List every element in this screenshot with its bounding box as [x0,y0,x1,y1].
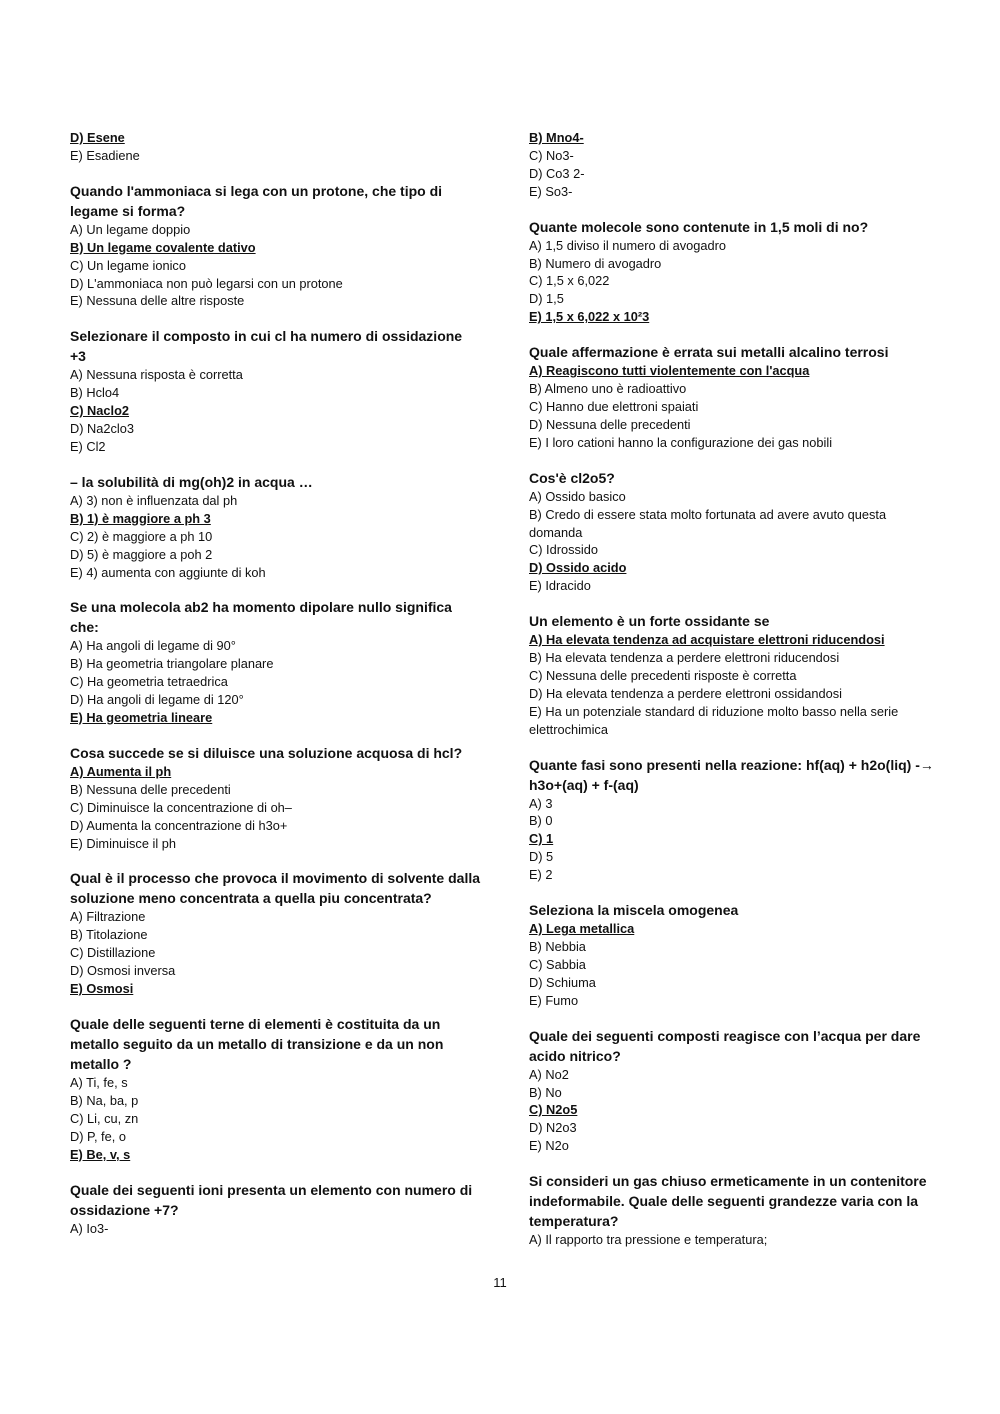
answer-option: E) Idracido [529,578,591,594]
correct-answer-option: B) Mno4- [529,130,584,145]
correct-answer-option: E) Be, v, s [70,1146,131,1162]
question-text: Quando l'ammoniaca si lega con un protone, che tipo di legame si forma? [70,182,443,219]
answer-option: A) 3 [529,795,553,811]
question-block [529,217,939,327]
answer-option: D) N2o3 [529,1120,577,1136]
answer-option: E) Nessuna delle altre risposte [70,293,245,309]
answer-option: A) 1,5 diviso il numero di avogadro [529,237,727,253]
answer-option: A) Il rapporto tra pressione e temperatura; [529,1232,768,1248]
question-text: Cosa succede se si diluisce una soluzione acquosa di hcl? [70,744,463,761]
correct-answer-option: A) Aumenta il ph [70,763,172,779]
question-text: Quale dei seguenti ioni presenta un elemento con numero di ossidazione +7? [70,1181,473,1218]
question-text: Selezionare il composto in cui cl ha numero di ossidazione +3 [70,328,463,365]
correct-answer-option: B) Un legame covalente dativo [70,239,256,255]
answer-option: A) Filtrazione [70,909,146,925]
question-text: Se una molecola ab2 ha momento dipolare nullo significa che: [70,599,452,636]
question-text: Si consideri un gas chiuso ermeticamente in un contenitore indeformabile. Quale delle seguenti grandezze varia con la temperatura? [529,1173,927,1230]
correct-answer-option: D) Esene [70,130,125,145]
answer-option: D) P, fe, o [70,1128,126,1144]
answer-option: C) Ha geometria tetraedrica [70,674,228,690]
answer-option: E) I loro cationi hanno la configurazione dei gas nobili [529,434,833,450]
correct-answer-option: B) 1) è maggiore a ph 3 [70,510,211,526]
correct-answer-option: A) Reagiscono tutti violentemente con l'acqua [529,363,810,379]
answer-option: E) Cl2 [70,438,106,454]
correct-answer-option: C) N2o5 [529,1102,578,1118]
answer-option: A) Ti, fe, s [70,1075,128,1090]
answer-option: C) Diminuisce la concentrazione di oh– [70,799,292,815]
answer-option: D) Nessuna delle precedenti [529,416,691,432]
answer-option: C) 2) è maggiore a ph 10 [70,528,213,544]
question-block [70,129,480,165]
answer-option: E) N2o [529,1138,569,1154]
question-block [529,342,939,452]
answer-option: B) No [529,1084,562,1100]
answer-option: D) 5 [529,849,554,865]
correct-answer-option: C) 1 [529,831,554,847]
correct-answer-option: E) Osmosi [70,981,134,997]
question-text: Cos'è cl2o5? [529,469,615,486]
answer-option: D) L'ammoniaca non può legarsi con un protone [70,275,343,291]
question-text: Qual è il processo che provoca il movimento di solvente dalla soluzione meno concentrata a quella piu concentrata? [70,870,481,907]
answer-option: B) Nebbia [529,939,586,954]
answer-option: D) 5) è maggiore a poh 2 [70,546,213,562]
answer-option: E) Ha un potenziale standard di riduzione molto basso nella serie elettrochimica [529,703,899,737]
answer-option: A) 3) non è influenzata dal ph [70,492,238,508]
answer-option: C) Sabbia [529,956,586,972]
answer-option: C) Li, cu, zn [70,1110,139,1126]
question-text: Un elemento è un forte ossidante se [529,613,770,630]
question-block [529,1026,939,1156]
answer-option: D) Co3 2- [529,165,585,181]
question-text: Seleziona la miscela omogenea [529,902,739,919]
answer-option: B) Nessuna delle precedenti [70,781,231,797]
question-block [70,743,480,853]
answer-option: A) Ha angoli di legame di 90° [70,638,236,654]
answer-option: D) Ha angoli di legame di 120° [70,692,244,708]
answer-option: B) Credo di essere stata molto fortunata ad avere avuto questa domanda [529,506,887,540]
answer-option: C) Hanno due elettroni spaiati [529,398,699,414]
answer-option: B) Na, ba, p [70,1092,139,1108]
answer-option: B) 0 [529,813,553,829]
answer-option: B) Titolazione [70,927,148,943]
question-block [70,326,480,456]
answer-option: D) Schiuma [529,974,596,990]
answer-option: C) Un legame ionico [70,257,186,273]
answer-option: C) Distillazione [70,945,156,961]
answer-option: C) 1,5 x 6,022 [529,273,610,289]
question-block [529,755,939,885]
answer-option: A) Ossido basico [529,488,626,504]
answer-option: E) 2 [529,867,553,883]
answer-option: A) Io3- [70,1220,109,1236]
answer-option: D) 1,5 [529,291,564,307]
answer-option: D) Na2clo3 [70,421,135,437]
right-column [529,129,939,1249]
answer-option: A) No2 [529,1066,569,1082]
question-block [529,1171,939,1249]
left-column [70,129,480,1237]
answer-option: E) So3- [529,183,573,199]
correct-answer-option: A) Ha elevata tendenza ad acquistare elettroni riducendosi [529,632,885,648]
question-block [529,611,939,738]
correct-answer-option: E) 1,5 x 6,022 x 10²3 [529,309,650,325]
question-block [529,468,939,595]
question-text: Quante fasi sono presenti nella reazione: hf(aq) + h2o(liq) -→ h3o+(aq) + f-(aq) [529,756,934,793]
answer-option: C) No3- [529,147,574,163]
page-number: 11 [493,1275,507,1290]
question-text: Quante molecole sono contenute in 1,5 moli di no? [529,218,869,235]
answer-option: E) Fumo [529,992,579,1008]
answer-option: E) 4) aumenta con aggiunte di koh [70,564,266,580]
correct-answer-option: E) Ha geometria lineare [70,710,213,726]
answer-option: A) Un legame doppio [70,221,191,237]
question-block [70,472,480,582]
answer-option: B) Ha geometria triangolare planare [70,656,274,672]
question-text: Quale affermazione è errata sui metalli alcalino terrosi [529,344,889,361]
correct-answer-option: D) Ossido acido [529,560,627,576]
answer-option: D) Ha elevata tendenza a perdere elettroni ossidandosi [529,685,843,701]
question-block [529,900,939,1010]
correct-answer-option: C) Naclo2 [70,403,130,419]
answer-option: E) Esadiene [70,147,140,163]
question-block [70,181,480,311]
answer-option: C) Nessuna delle precedenti risposte è corretta [529,667,797,683]
answer-option: A) Nessuna risposta è corretta [70,367,243,383]
correct-answer-option: A) Lega metallica [529,921,635,937]
question-block [70,597,480,727]
answer-option: C) Idrossido [529,542,598,558]
answer-option: B) Numero di avogadro [529,255,662,271]
question-text: – la solubilità di mg(oh)2 in acqua … [70,473,313,490]
answer-option: D) Osmosi inversa [70,963,176,979]
question-text: Quale delle seguenti terne di elementi è costituita da un metallo seguito da un metallo di transizione e da un non metallo ? [70,1016,444,1072]
answer-option: E) Diminuisce il ph [70,835,176,851]
question-block [529,129,939,201]
answer-option: B) Almeno uno è radioattivo [529,381,687,397]
question-block [70,1014,480,1164]
answer-option: B) Hclo4 [70,385,120,401]
answer-option: D) Aumenta la concentrazione di h3o+ [70,817,288,833]
question-block [70,868,480,998]
question-text: Quale dei seguenti composti reagisce con l’acqua per dare acido nitrico? [529,1027,921,1064]
question-block [70,1180,480,1238]
answer-option: B) Ha elevata tendenza a perdere elettroni riducendosi [529,650,840,666]
